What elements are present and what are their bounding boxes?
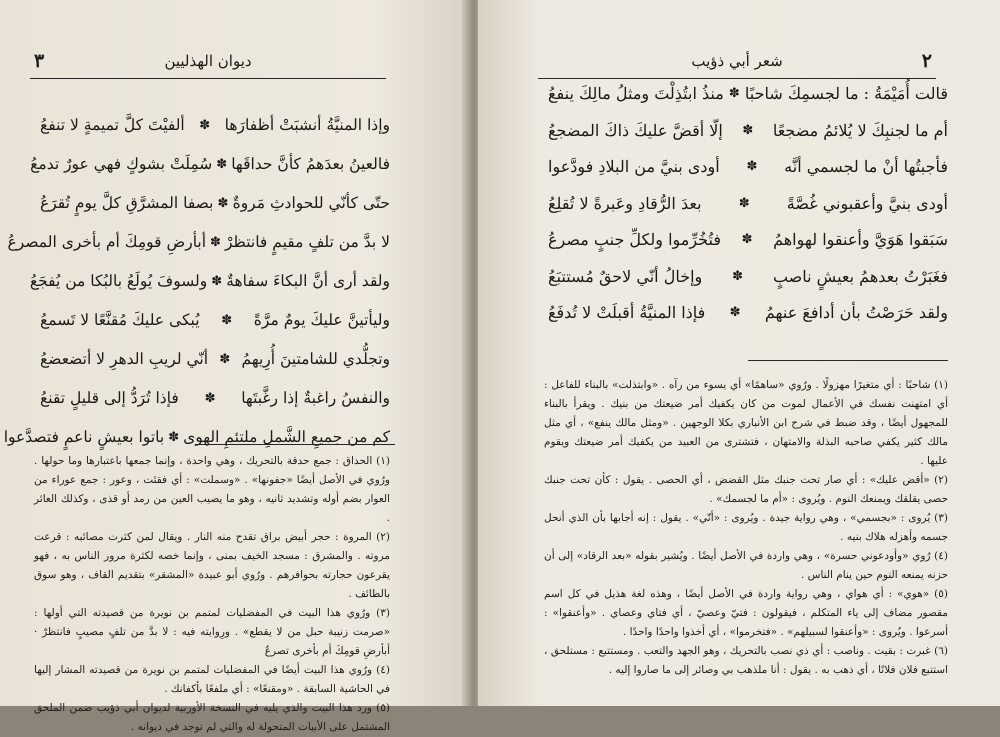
star-separator: ✽ [204,391,216,406]
verse-first-hemistich: سَبَقوا هَوَيَّ وأعنقوا لهواهمُ [773,230,948,249]
star-separator: ✽ [199,118,211,133]
verse-first-hemistich: لا بدَّ من تلفٍ مقيمٍ فانتظرْ [224,233,390,251]
verse-second-hemistich: بعدَ الرُّقادِ وعَبرةً لا تُقلِعُ [548,193,702,213]
footnote: (٦) غبرت : بقيت . وناصب : أي ذي نصب بالتحريك ، وهو الجهد والتعب . ومستتبع : مستلحق ، استتبع فلان فلانًا ، أي ذهب به . يقول : أنا ملذهب بي وصائر إلى ما صاروا إليه . [544,645,948,676]
right-footnotes [544,376,948,680]
verse-first-hemistich: ولقد حَرَصْتُ بأن أدافعَ عنهمُ [764,303,948,322]
page-number: ٢ [921,50,932,72]
star-separator: ✽ [216,157,228,172]
verse-second-hemistich: فتُخُرِّموا ولكلِّ جنبٍ مصرعُ [548,230,721,249]
verse-first-hemistich: فغَبَرْتُ بعدهمُ بعيشٍ ناصبٍ [772,266,948,286]
star-separator: ✽ [741,232,753,247]
star-separator: ✽ [168,430,180,445]
right-verses [548,76,948,332]
verse-line [40,106,390,145]
left-footnotes [34,452,390,737]
verse-line [40,184,390,223]
verse-second-hemistich: فإذا المنيَّةُ أقبلَتْ لا تُدفَعُ [548,303,706,322]
verse-first-hemistich: وليأتينَّ عليكَ يومٌ مرَّةً [253,311,390,329]
verse-second-hemistich: وإخالُ أنّي لاحقٌ مُستتبَعُ [548,266,703,286]
verse-second-hemistich: يُبكى عليكَ مُقنَّعًا لا تَسمعُ [40,311,200,329]
footnote: (١) شاحبًا : أي متغيرًا مهزولًا . ورُوي «ساهمًا» أي يسوء من رآه . «وابتذلت» بالبناء للفاعل : أي امتهنت نفسك في الأعمال لموت من كان يكفيك أمر ضيعتك من بنيك . ويقرأ بالبناء للمجهول أيضًا ، وقد ضبط في شرح ابن الأنباري بكلا الوجهين . «ومثل مالك ينفع» ، أي مثل مالك كثير يكفي صاحبه البذلة والامتهان ، فتشترى من العبيد من يكفيك أمر ضيعتك ويقوم عليها . [544,379,948,467]
verse-second-hemistich: ولسوفَ يُولَعُ بالبُكا من يُفجَعُ [29,272,208,290]
right-page-header [538,48,936,79]
star-separator: ✽ [732,268,744,284]
verse-line [40,379,390,418]
star-separator: ✽ [210,235,221,250]
verse-line [29,262,390,301]
star-separator: ✽ [729,305,741,320]
verse-first-hemistich: أم ما لجنبِكَ لا يُلائمُ مضجعًا [772,120,948,140]
verse-first-hemistich: أودى بنيَّ وأعقبوني غُصَّةً [786,193,948,213]
verse-second-hemistich: إلّا أقضَّ عليكَ ذاكَ المضجعُ [548,120,723,140]
verse-line [40,301,390,340]
left-page [0,0,470,733]
verse-line [548,113,948,150]
page-number: ٣ [34,50,45,72]
verse-line [40,340,390,379]
verse-line [548,149,948,186]
verse-first-hemistich: والنفسُ راغبةٌ إذا رغَّبتَها [241,389,390,407]
verse-second-hemistich: ألفيْتَ كلَّ تميمةٍ لا تنفعُ [40,116,185,134]
running-title: شعر أبي ذؤيب [691,52,783,70]
verse-second-hemistich: أبأرضِ قومِكَ أم بأخرى المصرعُ [7,233,207,251]
verse-first-hemistich: حتّى كأنّي للحوادثِ مَروةٌ [232,194,390,212]
verse-first-hemistich: وتجلُّدي للشامتينَ أُرِيهمُ [241,350,390,368]
star-separator: ✽ [728,86,740,101]
verse-second-hemistich: منذُ ابتُذِلْتَ ومثلُ مالِكَ ينفعُ [548,84,724,103]
star-separator: ✽ [221,313,233,328]
verse-line [548,186,948,223]
verse-second-hemistich: باتوا بعيشٍ ناعمٍ فتصدَّعوا [3,428,165,446]
notes-divider [748,360,948,361]
left-verses [3,106,390,457]
verse-line [548,76,948,113]
footnote: (١) الحداق : جمع حدقة بالتحريك ، وهي واحدة ، وإنما جمعها باعتبارها وما حولها . ورُوي في الأصل أيضًا «جفونها» . «وسملت» : أي فقئت ، وعور : جمع عوراء من العوار بضم أوله وتشديد ثانيه ، وهو ما يصيب العين من رمد أو قذى ، وكذلك العائر . [34,455,390,524]
verse-first-hemistich: فالعينُ بعدَهمُ كأنَّ حداقَها [231,155,390,173]
footnote: (٥) ورد هذا البيت والذي يليه في النسخة الأوربية لديوان أبي ذؤيب ضمن الملحق المشتمل على الأبيات المتحولة له والتي لم توجد في ديوانه . [34,702,390,733]
verse-second-hemistich: بصفا المشرَّقِ كلَّ يومٍ تُقرَعُ [40,194,214,212]
footnote: (٢) المروة : حجر أبيض براق تقدح منه النار . ويقال لمن كثرت مصائبه : قرعت مروته . والمشرق : مسجد الخيف بمنى ، وإنما خصه لكثرة مرور الناس به ، فهو يقرعون حجارته بحوافرهم . ورُوي أبو عبيدة «المشقر» بتقديم القاف ، وهو سوق بالطائف . [34,531,390,600]
star-separator: ✽ [742,122,754,138]
verse-second-hemistich: أودى بنيَّ من البلادِ فودَّعوا [548,157,720,176]
running-title: ديوان الهذليين [164,52,252,70]
verse-line [548,295,948,332]
star-separator: ✽ [211,274,223,289]
left-page-header [30,48,386,79]
footnote: (٣) ورُوي هذا البيت في المفضليات لمتمم بن نويرة من قصيدته التي أولها : «صرمت زنيبة حبل من لا يقطع» . ورِوايته فيه : لا بدَّ من تلفٍ مصيبٍ فانتظرْ · أبأرضِ قومِكَ أم بأخرى تصرعُ [34,607,390,657]
verse-second-hemistich: أنّي لريبِ الدهرِ لا أتضعضعُ [40,350,209,368]
verse-line [548,222,948,259]
verse-first-hemistich: ولقد أرى أنَّ البكاءَ سفاهةٌ [226,272,390,290]
verse-first-hemistich: فأجبتُها أنْ ما لجسمي أنَّه [784,157,948,176]
right-page [478,0,1000,706]
star-separator: ✽ [219,352,231,367]
verse-second-hemistich: سُمِلَتْ بشوكٍ فهي عورٌ تدمعُ [30,155,213,173]
star-separator: ✽ [738,195,750,211]
star-separator: ✽ [217,196,229,211]
verse-second-hemistich: فإذا تُرَدُّ إلى قليلٍ تقنعُ [40,389,179,407]
footnote: (٣) يُروى : «بجسمي» ، وهي رواية جيدة . ويُروى : «أنّي» . يقول : إنه أجابها بأن الذي أنحل جسمه وأهزله هلاك بنيه . [544,512,948,543]
verse-line [548,259,948,296]
footnote: (٤) ورُوي هذا البيت أيضًا في المفضليات لمتمم بن نويرة من قصيدته المشار إليها في الحاشية السابقة . «ومقنعًا» : أي ملفعًا بأكفانك . [34,664,390,695]
notes-divider [195,444,395,445]
star-separator: ✽ [746,159,758,174]
footnote: (٢) «أقض عليك» : أي صار تحت جنبك مثل القضض ، أي الحصى . يقول : كأن تحت جنبك حصى يقلقك ويمنعك النوم . ويُروى : «أم ما لجسمك» . [544,474,948,505]
verse-line [7,223,390,262]
footnote: (٤) رُوي «وأودعوني حسرة» ، وهي واردة في الأصل أيضًا . ويُشير بقوله «بعد الرقاد» إلى أن حزنه يمنعه النوم حين ينام الناس . [544,550,948,581]
footnote: (٥) «هوي» : أي هواي ، وهي رواية واردة في الأصل أيضًا ، وهذه لغة هذيل في كل اسم مقصور مضاف إلى ياء المتكلم ، فيقولون : فتيّ وعصيّ ، أي فتاي وعصاي . «وأعنقوا» : أسرعوا . ويُروى : «وأعنقوا لسبيلهم» . «فتخرموا» ، أي أخذوا واحدًا واحدًا . [544,588,948,638]
verse-first-hemistich: كم من جميعِ الشَّملِ ملتئمِ الهوى [183,428,390,446]
verse-first-hemistich: قالت أُمَيْمَةُ : ما لجسمِكَ شاحبًا [744,84,948,103]
verse-first-hemistich: وإذا المنيَّةُ أنشبَتْ أظفارَها [224,116,390,134]
verse-line [30,145,390,184]
